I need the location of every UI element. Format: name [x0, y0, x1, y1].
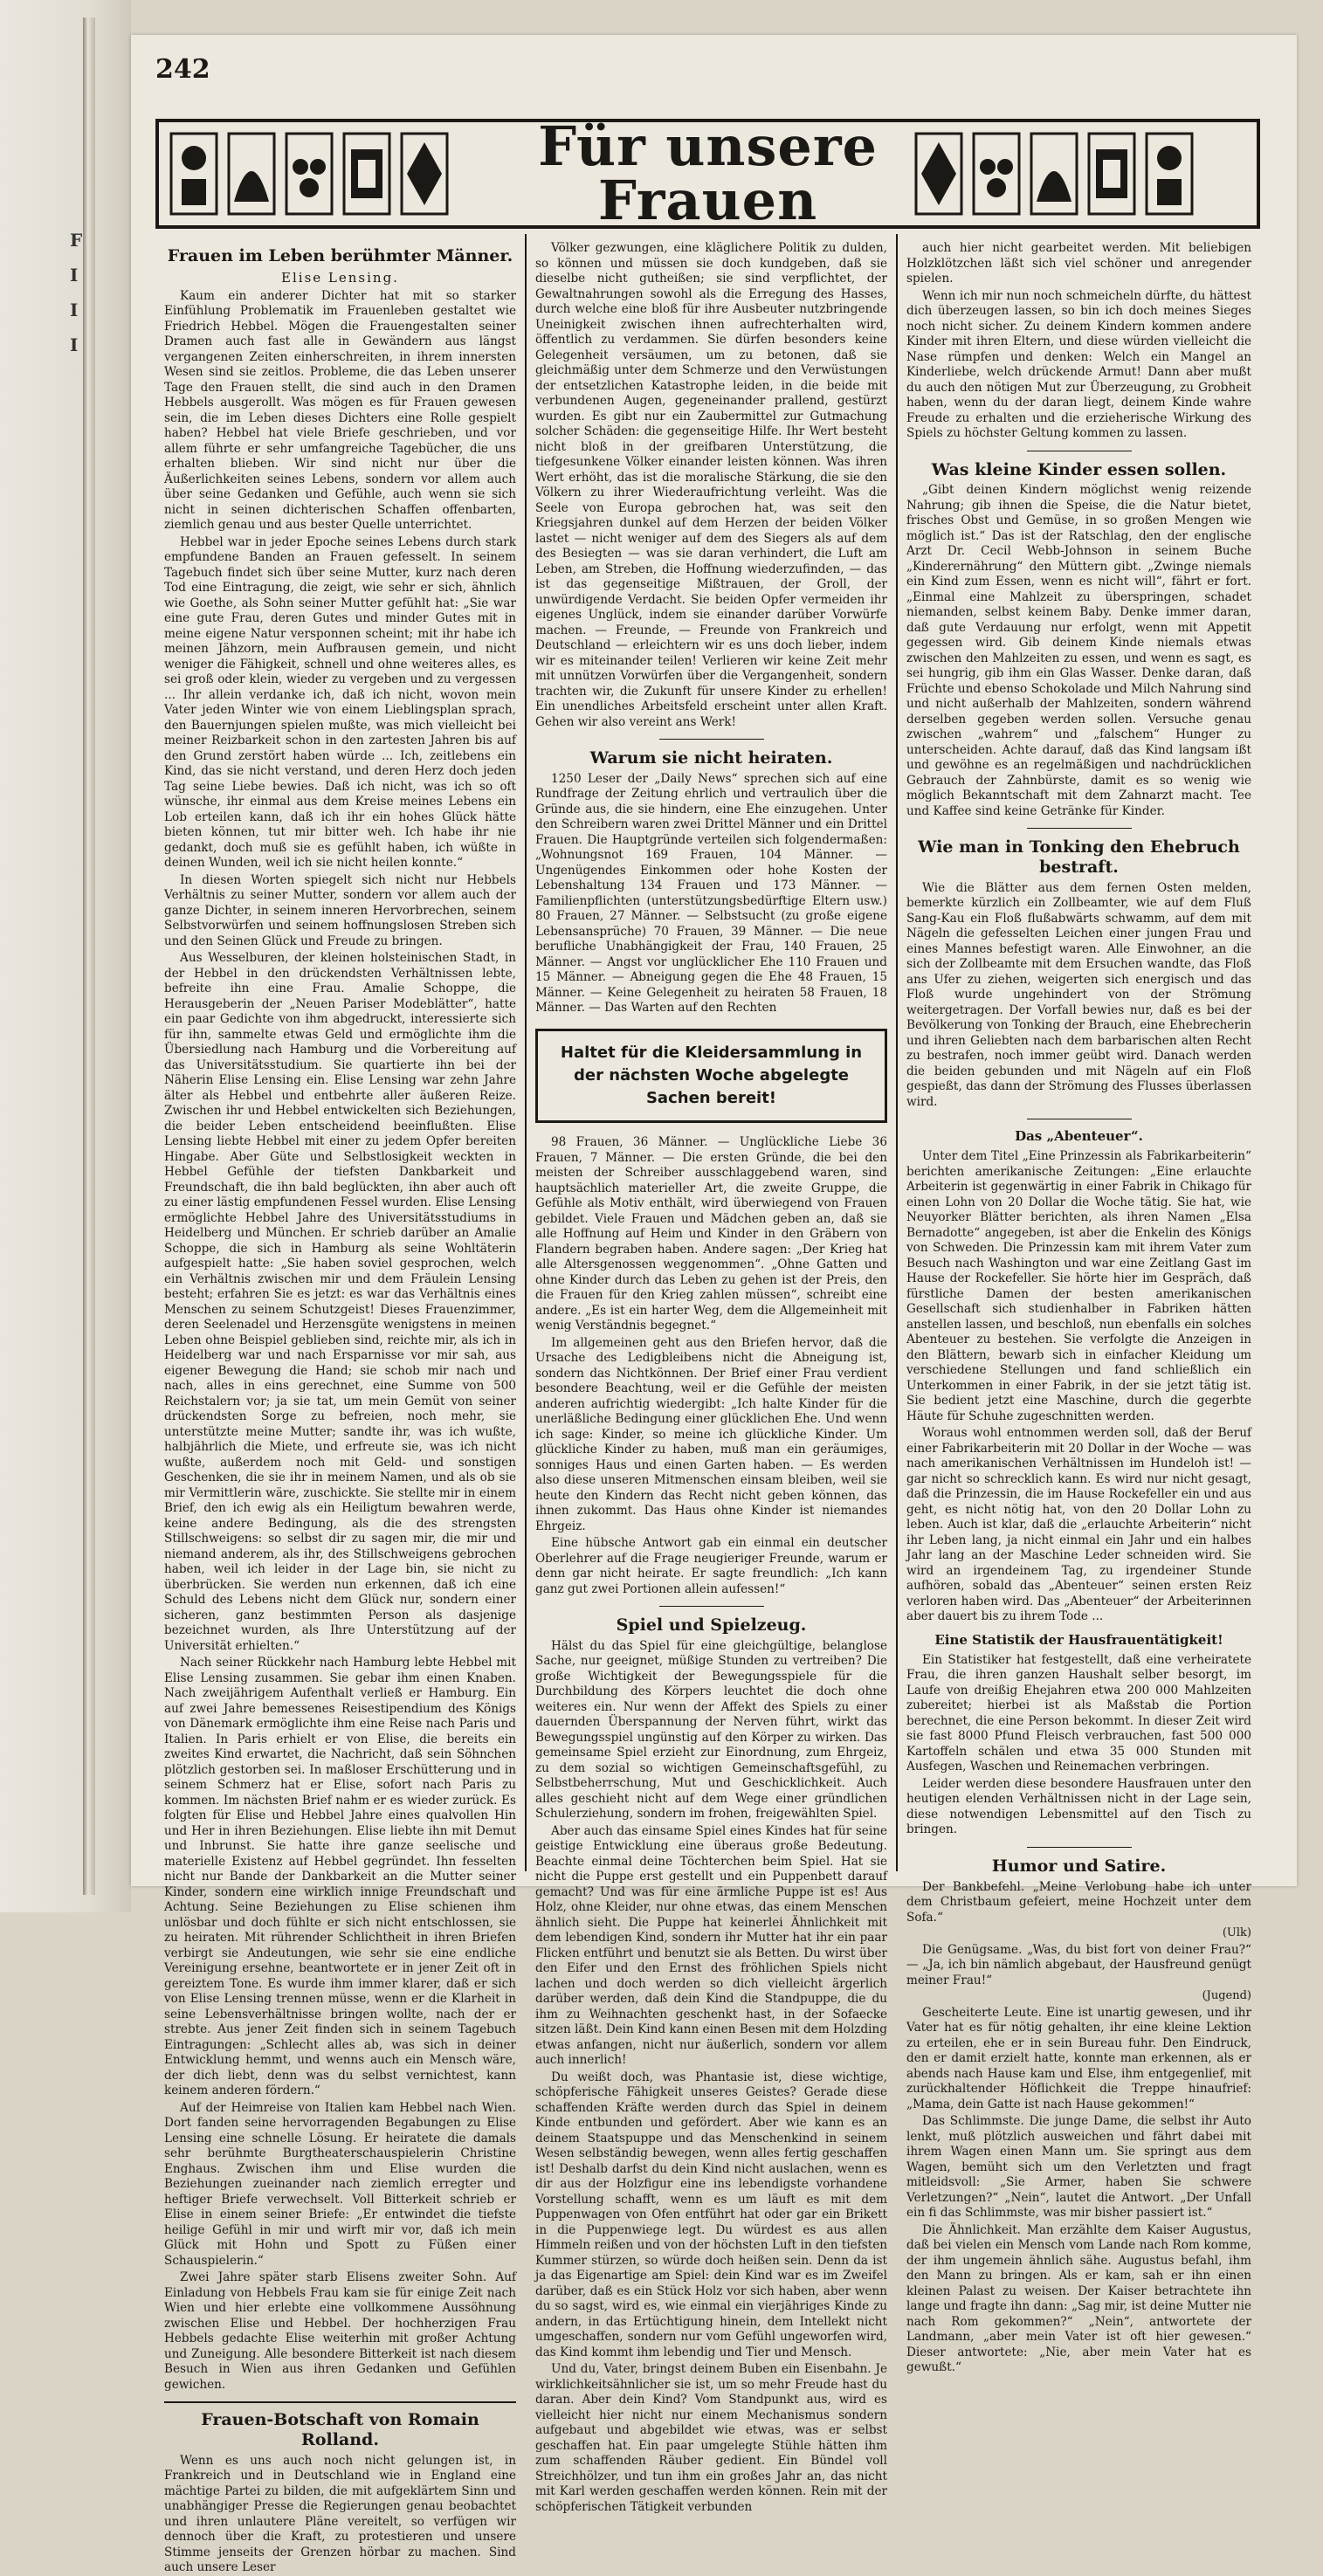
article-title: Was kleine Kinder essen sollen.	[931, 459, 1227, 479]
paragraph: Unter dem Titel „Eine Prinzessin als Fabrikarbeiterin“ berichten amerikanische Zeitungen: „Eine erlauchte Arbeiterin ist gegenwärtig in einer Fabrik in Chikago für einen Lohn von 20 Dollar die Woche tätig. Sie hat, wie Neuyorker Blätter berichten, als ihren Namen „Elsa Bernadotte“ angegeben, ist aber die Enkelin des Königs von Schweden. Die Prinzessin kam mit ihrem Vater zum Besuch nach Washington und war eine Zeitlang Gast im Hause der Rockefeller. Sie hörte hier im Gespräch, daß fürstliche Damen der besten amerikanischen Gesellschaft sich studienhalber in Fabriken hätten anstellen lassen, und beschloß, nun ebenfalls ein solches Abenteuer zu bestehen. Sie verfolgte die Anzeigen in den Blättern, bewarb sich in einfacher Kleidung um verschiedene Stellungen und fand schließlich ein Unterkommen in einer Fabrik, in der sie jetzt tätig ist. Sie bedient jetzt eine Maschine, durch die gegerbte Häute für Schuhe zugeschnitten werden.	[906, 1149, 1251, 1423]
divider	[659, 739, 764, 740]
paragraph: Gescheiterte Leute. Eine ist unartig gewesen, und ihr Vater hat es für nötig gehalten, ihr eine kleine Lektion zu erteilen, ehe er in sein Bureau fuhr. Den Eindruck, den er damit erzielt hatte, konnte man erkennen, als er abends nach Hause kam und Else, ihm entgegenlief, mit zurückhaltender Höflichkeit die Treppe hinaufrief: „Mama, dein Gatte ist nach Hause gekommen!“	[906, 2005, 1251, 2111]
margin-marks	[70, 223, 82, 362]
left-ornament	[169, 132, 501, 216]
column-1	[155, 234, 527, 2575]
paragraph: Woraus wohl entnommen werden soll, daß der Beruf einer Fabrikarbeiterin mit 20 Dollar in der Woche — was nach amerikanischen Verhältnissen im Hundeloh ist! — gar nicht so schrecklich kann. Es wird nur nicht gesagt, daß die Prinzessin, die im Hause Rockefeller ein und aus geht, es nicht nötig hat, von den 20 Dollar Lohn zu leben. Auch ist klar, daß die „erlauchte Arbeiterin“ nicht ihr Leben lang, ja nicht einmal ein Jahr und ein halbes Jahr lang an der Maschine Leder schneiden wird. Sie wird an irgendeinem Tag, zu irgendeiner Stunde aufhören, sobald das „Abenteuer“ seinen ersten Reiz verloren haben wird. Das „Abenteuer“ der Arbeiterinnen aber dauert bis zu ihrem Tode ...	[906, 1426, 1251, 1624]
ornament-icon	[285, 132, 334, 216]
paragraph: Aus Wesselburen, der kleinen holsteinischen Stadt, in der Hebbel in den drückendsten Verhältnissen lebte, befreite ihn eine Frau. Amalie Schoppe, die Herausgeberin der „Neuen Pariser Modeblätter“, hatte ein paar Gedichte von ihm abgedruckt, interessierte sich für ihn, sammelte etwas Geld und ermöglichte ihm die Übersiedlung nach Hamburg und die Vorbereitung auf das Universitätsstudium. Sie quartierte ihn bei der Näherin Elise Lensing ein. Elise Lensing war zehn Jahre älter als Hebbel und entbehrte aller äußeren Reize. Zwischen ihr und Hebbel entwickelten sich Beziehungen, die beider Leben entscheidend beeinflußten. Elise Lensing liebte Hebbel mit einer zu jedem Opfer bereiten Hingabe. Aber Güte und Selbstlosigkeit weckten in Hebbel Gefühle der tiefsten Dankbarkeit und Freundschaft, die ihn bald beglückten, ihn aber auch oft zu einer lästig empfundenen Fessel wurden. Elise Lensing ermöglichte Hebbel Jahre des Universitätsstudiums in Heidelberg und München. Er schrieb darüber an Amalie Schoppe, die sich in Hamburg als seine Wohltäterin aufgespielt hatte: „Sie haben soviel gesprochen, welch ein Verhältnis zwischen mir und dem Fräulein Lensing besteht; erfahren Sie es jetzt: es war das Verhältnis eines Menschen zu seinem Schutzgeist! Dieses Frauenzimmer, deren Seelenadel und Herzensgüte wenigstens in meinen Leben ohne Beispiel geblieben sind, reichte mir, als ich in Heidelberg war und nach Ersparnisse vor mir sah, aus eigener Bewegung die Hand; sie schob mir nach und nach, alles in eins gerechnet, eine Summe von 500 Reichstalern vor; ja sie tat, um mein Gemüt von seiner drückendsten Sorge zu befreien, noch mehr, sie unterstützte meine Mutter; sandte ihr, was ich wußte, halbjährlich die Miete, und erfreute sie, was ich nicht wußte, außerdem noch mit Geld- und sonstigen Geschenken, die sie ihr in meinem Namen, und als ob sie mir Vermittlerin wäre, zuschickte. Sie stellte mir in einem Brief, den ich ewig als ein Heiligtum bewahren werde, keine andere Bedingung, als die des strengsten Stillschweigens: so selbst dir zu sagen mir, die mir und niemand anderem, als ihr, des Stillschweigens gebrochen haben, weil ich leider in der Lage bin, sie nicht zu überbrücken. Sie werden nun erkennen, daß ich eine Schuld des Lebens nicht dem Glück nur, sondern einer sicheren, ganz bestimmten Person als dasjenige bezeichnet wurden, als Ihre Unterstützung auf der Universität erhielten.“	[164, 951, 516, 1653]
paragraph: Du weißt doch, was Phantasie ist, diese wichtige, schöpferische Fähigkeit unseres Geistes? Gerade diese schaffenden Kräfte werden durch das Spiel in deinem Kinde entbunden und gefördert. Aber wie kann es an deinem Staatspuppe und das Menschenkind in seinem Wesen selbständig bewegen, wenn alles fertig geschaffen ist! Deshalb darfst du dein Kind nicht auslachen, wenn es dir aus der Holzfigur eine ins lebendigste vorhandene Vorstellung schafft, wenn es um läuft es mit dem Puppenwagen von Ofen entführt hat oder gar ein Brikett in die Puppenwiege legt. Du würdest es aus allen Himmeln reißen und von der höchsten Luft in den tiefsten Kummer stürzen, so würde doch heißen sein. Denn da ist ja das Eigenartige am Spiel: dein Kind war es im Zweifel darüber, daß es ein Stück Holz vor sich haben, aber wenn du so sagst, wird es, wie einmal ein vierjähriges Kinde zu andern, in das Ertüchtigung hinein, dem Intellekt nicht umgeschaffen, sondern nur vom Gefühl ungeworfen wird, das Kind kommt ihm lebendig und Tier und Mensch.	[535, 2070, 887, 2359]
paragraph: Zwei Jahre später starb Elisens zweiter Sohn. Auf Einladung von Hebbels Frau kam sie für einige Zeit nach Wien und hier erlebte eine vollkommene Aussöhnung zwischen Elise und Hebbel. Der hochherzigen Frau Hebbels gedachte Elise weiterhin mit großer Achtung und Zuneigung. Alle besondere Bitterkeit ist nach diesem Besuch in Wien aus ihren Gedanken und Gefühlen gewichen.	[164, 2270, 516, 2392]
joke-source: (Ulk)	[1222, 1926, 1251, 1940]
article-title: Warum sie nicht heiraten.	[589, 748, 833, 768]
paragraph: Kaum ein anderer Dichter hat mit so starker Einfühlung Problematik im Frauenleben gestaltet wie Friedrich Hebbel. Mögen die Frauengestalten seiner Dramen auch fast alle in Gewändern aus längst vergangenen Zeiten einherschreiten, in ihrem innersten Wesen sind sie zeitlos. Probleme, die das Leben unserer Tage den Frauen stellt, die sind auch in den Dramen Hebbels ausgerollt. Was mögen es für Frauen gewesen sein, die im Leben dieses Dichters eine Rolle gespielt haben? Hebbel hat viele Briefe geschrieben, und vor allem führte er sehr umfangreiche Tagebücher, die uns erhalten blieben. Wir sind nicht nur über die Äußerlichkeiten seines Lebens, sondern vor allem auch über seine Gedanken und Gefühle, auch wenn sie sich nicht in seinen dichterischen Schaffen offenbarten, ziemlich genau und aus bester Quelle unterrichtet.	[164, 288, 516, 533]
divider	[164, 2401, 516, 2403]
paragraph: Eine hübsche Antwort gab ein einmal ein deutscher Oberlehrer auf die Frage neugieriger Freunde, warum er denn gar nicht heirate. Er sagte freundlich: „Ich kann ganz gut zwei Portionen allein aufessen!“	[535, 1536, 887, 1596]
margin-mark: I	[70, 334, 79, 355]
page-number: 242	[155, 54, 210, 85]
newspaper-page	[70, 35, 1297, 2575]
divider	[1027, 828, 1132, 829]
paragraph: In diesen Worten spiegelt sich nicht nur Hebbels Verhältnis zu seiner Mutter, sondern vor allem auch der ganze Dichter, in seinem inneren Hervorbrechen, seinem Selbstvorwürfen und seinem hoffnungslosen Streben sich und den Seinen Glück und Freude zu bringen.	[164, 872, 516, 948]
joke-source: (Jugend)	[1202, 1989, 1251, 2003]
divider	[1027, 1847, 1132, 1848]
margin-mark: F	[70, 230, 83, 251]
paragraph: Das Schlimmste. Die junge Dame, die selbst ihr Auto lenkt, muß plötzlich ausweichen und fährt dabei mit ihrem Wagen einen Mann um. Sie springt aus dem Wagen, bemüht sich um den Verletzten und fragt mitleidsvoll: „Sie Armer, haben Sie schwere Verletzungen?“ „Nein“, lautet die Antwort. „Der Unfall ein fi das Schlimmste, was mir bisher passiert ist.“	[906, 2114, 1251, 2221]
joke-text: Die Genügsame. „Was, du bist fort von deiner Frau?“ — „Ja, ich bin nämlich abgebaut, der Hausfreund genügt meiner Frau!“	[906, 1942, 1251, 1987]
article-title: Wie man in Tonking den Ehebruch bestraft.	[918, 837, 1240, 878]
article-title: Frauen im Leben berühmter Männer.	[167, 246, 513, 265]
paragraph: 98 Frauen, 36 Männer. — Unglückliche Liebe 36 Frauen, 7 Männer. — Die ersten Gründe, die bei den meisten der Schreiber ausschlaggebend waren, sind hauptsächlich materieller Art, die zweite Gruppe, die Gefühle als Motiv enthält, wird überwiegend von Frauen gebildet. Viele Frauen und Mädchen geben an, daß sie alle Hoffnung auf Heim und Kinder in den Gräbern von Flandern begraben haben. Andere sagen: „Der Krieg hat alle Altersgenossen weggenommen“. „Ohne Gatten und ohne Kinder durch das Leben zu gehen ist der Preis, den die Frauen für den Krieg zahlen müssen“, schreibt eine andere. „Es ist ein harter Weg, dem die Allgemeinheit mit wenig Verständnis begegnet.“	[535, 1135, 887, 1333]
paragraph: 1250 Leser der „Daily News“ sprechen sich auf eine Rundfrage der Zeitung ehrlich und vertraulich über die Gründe aus, die sie hindern, eine Ehe einzugehen. Unter den Schreibern waren zwei Drittel Männer und ein Drittel Frauen. Die Hauptgründe verteilen sich folgendermaßen: „Wohnungsnot 169 Frauen, 104 Männer. — Ungenügendes Einkommen oder hohe Kosten der Lebenshaltung 134 Frauen und 173 Männer. — Familienpflichten (unterstützungsbedürftige Eltern usw.) 80 Frauen, 27 Männer. — Selbstsucht (zu große eigene Lebensansprüche) 70 Frauen, 39 Männer. — Die neue berufliche Unabhängigkeit der Frau, 140 Frauen, 25 Männer. — Angst vor unglücklicher Ehe 110 Frauen und 15 Männer. — Abneigung gegen die Ehe 48 Frauen, 15 Männer. — Keine Gelegenheit zu heiraten 58 Frauen, 18 Männer. — Das Warten auf den Rechten	[535, 771, 887, 1016]
ornament-icon	[1087, 132, 1136, 216]
paragraph: Aber auch das einsame Spiel eines Kindes hat für seine geistige Entwicklung eine überaus große Bedeutung. Beachte einmal deine Töchterchen beim Spiel. Hat sie nicht die Puppe erst gestellt und ein Puppenbett darauf gemacht? Und was für eine ärmliche Puppe ist es! Aus Holz, ohne Kleider, nur ohne etwas, das einem Menschen ähnlich sieht. Die Puppe hat keinerlei Ähnlichkeit mit dem lebendigen Kind, sondern ihr Mutter hat ihr ein paar Flicken entführt und benutzt sie als Betten. Du wirst über den Eifer und den Ernst des fröhlichen Spiels nicht lachen und doch werden so dich vielleicht ärgerlich darüber werden, daß dein Kind die Standpuppe, die du ihm zu Weihnachten geschenkt hast, in der Sofaecke sitzen läßt. Dein Kind kann einen Besen mit dem Holzding etwas anfangen, nicht nur äußerlich, sondern vor allem auch innerlich!	[535, 1823, 887, 2068]
paragraph: Hebbel war in jeder Epoche seines Lebens durch stark empfundene Banden an Frauen gefesselt. In seinem Tagebuch findet sich über seine Mutter, kurz nach deren Tod eine Eintragung, die zeigt, wie sehr er sich, ähnlich wie Goethe, als Sohn seiner Mutter gefühlt hat: „Sie war eine gute Frau, deren Gutes und minder Gutes mit in meine eigene Natur versponnen scheint; mit ihr habe ich meinen Jähzorn, mein Aufbrausen gemein, und nicht weniger die Fähigkeit, schnell und ohne weiteres alles, es sei groß oder klein, wieder zu vergeben und zu vergessen ... Ihr allein verdanke ich, daß ich nicht, wovon mein Vater jeden Winter wie von einem Lieblingsplan sprach, den Bauernjungen spielen mußte, was mich vielleicht bei meiner Reizbarkeit schon in den zartesten Jahren bis auf den Grund zerstört haben würde ... Ich, zeitlebens ein Kind, das sie nicht verstand, und deren Herz doch jeden Tag seine Liebe bewies. Daß ich nicht, was ich so oft wünsche, ihr einmal aus dem Kreise meines Lebens ein Lob erteilen kann, daß ich ihr ein hohes Glück hätte bieten können, tut mir bitter weh. Ich habe ihr nie gedankt, doch muß sie es gefühlt haben, ich wüßte in deinen Wunden, weil ich sie nicht heilen konnte.“	[164, 534, 516, 871]
margin-mark: I	[70, 265, 79, 286]
paragraph: Wenn es uns auch noch nicht gelungen ist, in Frankreich und in Deutschland wie in England eine mächtige Partei zu bilden, die mit aufgeklärtem Sinn und unabhängiger Presse die Regierungen genau beobachtet und ihren unlautere Pläne vereitelt, so verfügen wir dennoch über die Kraft, zu protestieren und unsere Stimme jenseits der Grenzen hörbar zu machen. Sind auch unsere Leser	[164, 2453, 516, 2575]
right-ornament	[914, 132, 1246, 216]
article-byline: Elise Lensing.	[281, 269, 399, 286]
section-title: Für unsere Frauen	[538, 114, 878, 232]
paragraph: auch hier nicht gearbeitet werden. Mit beliebigen Holzklötzchen läßt sich viel schöner und anregender spielen.	[906, 241, 1251, 286]
column-2	[527, 234, 898, 2514]
article-columns	[155, 234, 1260, 2575]
paragraph: Die Ähnlichkeit. Man erzählte dem Kaiser Augustus, daß bei vielen ein Mensch vom Lande nach Rom komme, der ihm ungemein ähnlich sähe. Augustus befahl, ihm den Mann zu bringen. Als er kam, sah er ihn einen kleinen Palast zu weisen. Der Kaiser betrachtete ihn lange und fragte ihn dann: „Sag mir, ist deine Mutter nie nach Rom gekommen?“ „Nein“, antwortete der Landmann, „aber mein Vater ist oft hier gewesen.“ Dieser antwortete: „Nie, aber mein Vater hat es gewußt.“	[906, 2222, 1251, 2375]
paragraph: Leider werden diese besondere Hausfrauen unter den heutigen elenden Verhältnissen nicht in der Lage sein, diese notwendigen Lebensmittel auf den Tisch zu bringen.	[906, 1776, 1251, 1837]
divider	[659, 1606, 764, 1607]
ornament-icon	[227, 132, 276, 216]
notice-box: Haltet für die Kleidersammlung in der nächsten Woche abgelegte Sachen bereit!	[535, 1029, 887, 1123]
scan-margin	[0, 0, 131, 1912]
paragraph: Im allgemeinen geht aus den Briefen hervor, daß die Ursache des Ledigbleibens nicht die Abneigung ist, sondern das Nichtkönnen. Der Brief einer Frau verdient besondere Beachtung, weil er die Gefühle der meisten anderen aufrichtig wiedergibt: „Ich halte Kinder für die unerläßliche Bedingung einer glücklichen Ehe. Und wenn ich sage: Kinder, so meine ich glückliche Kinder. Um glückliche Kinder zu haben, muß man ein geräumiges, sonniges Haus und einen Garten haben. — Es werden also diese unseren Mitmenschen einsam bleiben, weil sie heute den Kindern das Recht nicht geben können, das ihnen zukommt. Das Haus ohne Kinder ist niemandes Ehrgeiz.	[535, 1335, 887, 1533]
article-subtitle: Eine Statistik der Hausfrauentätigkeit!	[934, 1631, 1223, 1648]
article-title: Spiel und Spielzeug.	[616, 1615, 807, 1636]
paragraph: Völker gezwungen, eine kläglichere Politik zu dulden, so können und müssen sie doch kundgeben, daß sie dieselbe nicht gutheißen; sie sind verpflichtet, der Gewaltnahrungen sowohl als die Erregung des Hasses, durch welche eine bloß für ihre Ausbeuter nutzbringende Uneinigkeit zwischen ihnen aufrechterhalten wird, öffentlich zu verdammen. Sie dürfen besonders keine Gelegenheit versäumen, um zu betonen, daß sie gleichmäßig unter dem Schmerze und den Verwüstungen der entsetzlichen Katastrophe leiden, in die beide mit verbundenen Augen, gegeneinander prallend, gestürzt wurden. Es gibt nur ein Zaubermittel zur Gutmachung solcher Schäden: die gegenseitige Hilfe. Ihr Wert besteht nicht bloß in der greifbaren Unterstützung, die tiefgesunkene Völker einander leisten können. Was ihren Wert erhöht, das ist die moralische Stärkung, die sie den Völkern zu ihrer Wiederaufrichtung verleiht. Was die Seele von Europa gebrochen hat, was seit den Kriegsjahren dunkel auf dem Herzen der beiden Völker lastet — nicht weniger auf dem des Siegers als auf dem des Besiegten — was sie daran verhindert, die Luft am Leben, am Streben, die Hoffnung wiederzufinden, — das ist das gegenseitige Mißtrauen, der Groll, der unwürdigende Verdacht. Sie beiden Opfer vermeiden ihr eigenes Unglück, indem sie einander darüber Vorwürfe machen. — Freunde, — Freunde von Frankreich und Deutschland — erleichtern wir es uns doch lieber, indem wir es miteinander teilen! Verlieren wir keine Zeit mehr mit unnützen Vorwürfen über die Vergangenheit, sondern trachten wir, die Zukunft für unsere Kinder zu erhellen! Ein unendliches Arbeitsfeld erscheint unter allen Kraft. Gehen wir also vereint ans Werk!	[535, 241, 887, 729]
margin-mark: I	[70, 300, 79, 320]
article-subtitle: Das „Abenteuer“.	[1015, 1128, 1143, 1145]
joke-text: Der Bankbefehl. „Meine Verlobung habe ich unter dem Christbaum gefeiert, meine Hochzeit unter dem Sofa.“	[906, 1879, 1251, 1925]
paragraph: Ein Statistiker hat festgestellt, daß eine verheiratete Frau, die ihren ganzen Haushalt selber besorgt, im Laufe von dreißig Ehejahren etwa 200 000 Mahlzeiten zubereitet; hierbei ist als Maßstab die Portion berechnet, die eine Person bekommt. In dieser Zeit wird sie fast 8000 Pfund Fleisch verbrauchen, fast 500 000 Kartoffeln schälen und etwa 35 000 Stunden mit Ausfegen, Waschen und Reinemachen verbringen.	[906, 1652, 1251, 1774]
book-binding	[83, 17, 95, 1895]
joke-paragraph	[906, 1880, 1251, 1941]
paragraph: Wenn ich mir nun noch schmeicheln dürfte, du hättest dich überzeugen lassen, so bin ich doch meines Sieges noch nicht sicher. Zu deinem Kindern kommen andere Kinder mit ihren Eltern, und diese würden vielleicht die Nase rümpfen und denken: Welch ein Mangel an Kinderliebe, welch drückende Armut! Dann aber mußt du auch den nötigen Mut zur Überzeugung, zu Grobheit haben, wenn du der daran liegt, deinem Kinde wahre Freude zu erhalten und die erzieherische Wirkung des Spiels zu höchster Geltung kommen zu lassen.	[906, 288, 1251, 440]
ornament-icon	[914, 132, 963, 216]
ornament-icon	[1030, 132, 1078, 216]
paragraph: Hälst du das Spiel für eine gleichgültige, belanglose Sache, nur geeignet, müßige Stunden zu vertreiben? Die große Wichtigkeit der Bewegungsspiele für die Durchbildung des Körpers leuchtet die doch ohne weiteres ein. Nur wenn der Affekt des Spiels zu einer dauernden Überspannung der Nerven führt, wirkt das Bewegungsspiel ungünstig auf den Körper zu wirken. Das gemeinsame Spiel erzieht zur Einordnung, zum Ehrgeiz, zu dem sozial so wichtigen Gemeinschaftsgefühl, zu Selbstbeherrschung, Mut und Geschicklichkeit. Auch alles geschieht nicht auf dem Wege einer gründlichen Schulerziehung, sondern im frohen, freigewählten Spiel.	[535, 1638, 887, 1822]
paragraph: Nach seiner Rückkehr nach Hamburg lebte Hebbel mit Elise Lensing zusammen. Sie gebar ihm einen Knaben. Nach zweijährigem Aufenthalt verließ er Hamburg. Ein auf zwei Jahre bemessenes Reisestipendium des Königs von Dänemark ermöglichte ihm eine Reise nach Paris und Italien. In Paris erhielt er von Elise, die bereits ein zweites Kind erwartet, die Nachricht, daß sein Söhnchen plötzlich gestorben sei. In maßloser Erschütterung und in seinem Schmerz hat er Elise, sofort nach Paris zu kommen. Im nächsten Brief nahm er es wieder zurück. Es folgten für Elise und Hebbel Jahre eines qualvollen Hin und Her in ihren Beziehungen. Elise liebte ihn mit Demut und Inbrunst. Sie hatte ihre ganze seelische und materielle Existenz auf Hebbel gegründet. Ihn fesselten nicht nur Bande der Dankbarkeit an die Mutter seiner Kinder, sondern eine wirklich innige Freundschaft und Achtung. Seine Beziehungen zu Elise schienen ihm unlösbar und doch fühlte er sich nicht entschlossen, sie zu heiraten. Mit rührender Schlichtheit in ihren Briefen verbirgt sie Andeutungen, wie sehr sie eine endliche Vereinigung ersehne, beantwortete er in jener Zeit oft in gereiztem Tone. Es wurde ihm immer klarer, daß er sich von Elise Lensing trennen müsse, wenn er die Klarheit in seine Lebensverhältnisse bringen wollte, nach der er strebte. Aus jener Zeit finden sich in seinem Tagebuch Eintragungen: „Schlecht alles ab, was sich in deiner Entwicklung hemmt, und wenns auch ein Mensch wäre, der dich liebt, denn was du selbst vernichtest, kann keinem anderen fördern.“	[164, 1656, 516, 2098]
ornament-icon	[1145, 132, 1194, 216]
paragraph: Auf der Heimreise von Italien kam Hebbel nach Wien. Dort fanden seine hervorragenden Begabungen zu Elise Lensing eine schnelle Lösung. Er heiratete die damals sehr berühmte Burgtheaterschauspielerin Christine Enghaus. Zwischen ihm und Elise wurden die Beziehungen zueinander nach ziemlich erregter und heftiger Briefe verwechselt. Voll Bitterkeit schrieb er Elise in einem seiner Briefe: „Er entwindet die tiefste heilige Gefühl in mir und wirft mir vor, daß ich mein Glück mit Hohn und Spott zu Füßen einer Schauspielerin.“	[164, 2100, 516, 2268]
paragraph: Wie die Blätter aus dem fernen Osten melden, bemerkte kürzlich ein Zollbeamter, wie auf dem Fluß Sang-Kau ein Floß flußabwärts schwamm, auf dem mit Nägeln die gefesselten Leichen einer jungen Frau und eines Mannes befestigt waren. Alle Einwohner, an die sich der Zollbeamte mit dem Ersuchen wandte, das Floß ans Ufer zu ziehen, weigerten sich energisch und das Floß wurde ungehindert von der Strömung weitergetragen. Der Vorfall bewies nur, daß es bei der Bevölkerung von Tonking der Brauch, eine Ehebrecherin und ihren Geliebten nach dem barbarischen alten Recht zu bestrafen, noch immer geübt wird. Danach werden die beiden gebunden und mit Nägeln auf ein Floß gespießt, das dann der Strömung des Flusses überlassen wird.	[906, 880, 1251, 1109]
ornament-icon	[400, 132, 449, 216]
article-title: Humor und Satire.	[991, 1856, 1167, 1876]
article-title: Frauen-Botschaft von Romain Rolland.	[201, 2410, 479, 2450]
section-banner	[155, 114, 1260, 232]
ornament-icon	[972, 132, 1021, 216]
paragraph: Und du, Vater, bringst deinem Buben ein Eisenbahn. Je wirklichkeitsähnlicher sie ist, um so mehr Freude hast du daran. Aber dein Kind? Vom Standpunkt aus, wird es vielleicht hier nicht nur einem Mechanismus sondern aufgebaut und abgebildet wie etwas, was er selbst geschaffen hat. Ein paar umgelegte Stühle hätten ihm zum schaffenden Räuber gedient. Ein Bündel voll Streichhölzer, und tun ihm ein großes Jahr an, das nicht mit Karl werden geschaffen werden können. Rein mit der schöpferischen Tätigkeit verbunden	[535, 2362, 887, 2514]
ornament-icon	[342, 132, 391, 216]
paragraph: „Gibt deinen Kindern möglichst wenig reizende Nahrung; gib ihnen die Speise, die die Natur bietet, frisches Obst und Gemüse, in so großen Mengen wie möglich ist.“ Das ist der Ratschlag, den der englische Arzt Dr. Cecil Webb-Johnson in seinem Buche „Kinderernährung“ den Müttern gibt. „Zwinge niemals ein Kind zum Essen, wenn es nicht will“, fährt er fort. „Einmal eine Mahlzeit zu überspringen, schadet niemanden, selbst keinem Baby. Denke immer daran, daß gute Verdauung nur erfolgt, wenn mit Appetit gegessen wird. Gib deinem Kinde niemals etwas zwischen den Mahlzeiten zu essen, und wenn es sagt, es sei hungrig, gib ihm ein Glas Wasser. Denke daran, daß Früchte und ebenso Schokolade und Milch Nahrung sind und nicht außerhalb der Mahlzeiten, sondern während derselben gegeben werden sollen. Versuche genau zwischen „wahrem“ und „falschem“ Hunger zu unterscheiden. Achte darauf, daß das Kind langsam ißt und gewöhne es an regelmäßigen und nachdrücklichen Gebrauch der Zahnbürste, damit es so wenig wie möglich Bekanntschaft mit dem Zahnarzt macht. Tee und Kaffee sind keine Getränke für Kinder.	[906, 483, 1251, 818]
ornament-icon	[169, 132, 218, 216]
column-3	[898, 234, 1260, 2375]
joke-paragraph	[906, 1943, 1251, 2004]
